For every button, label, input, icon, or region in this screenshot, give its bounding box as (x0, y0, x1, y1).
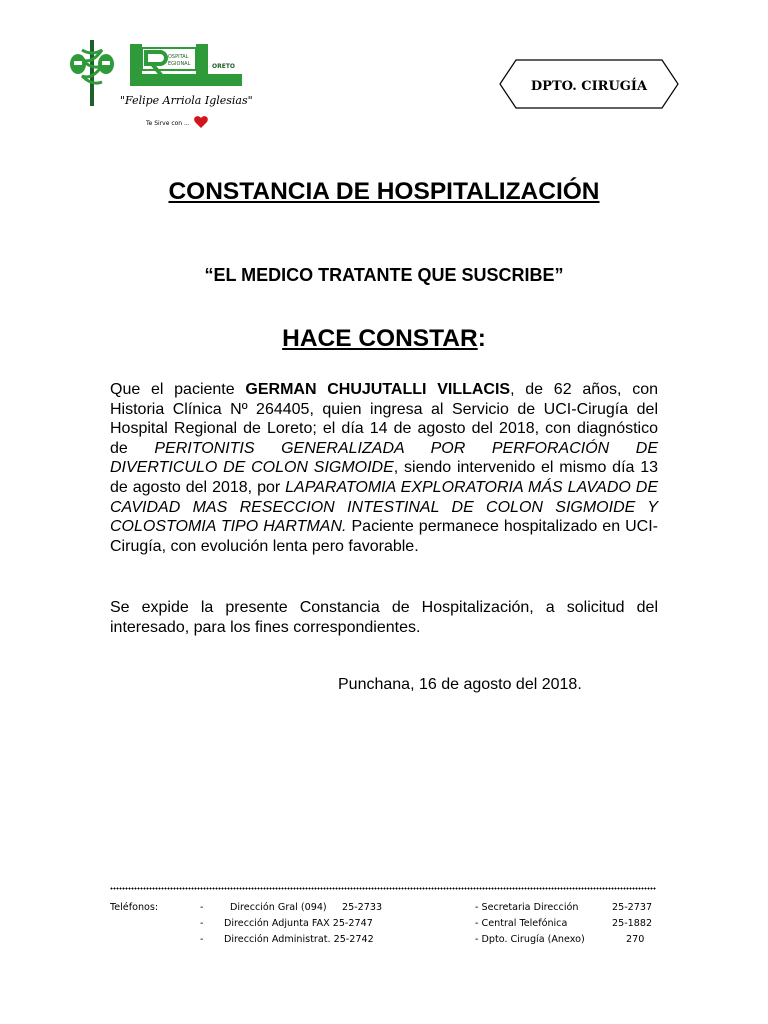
svg-text:OSPITAL: OSPITAL (168, 54, 189, 60)
caduceus-icon (70, 40, 114, 106)
hace-constar-heading: HACE CONSTAR: (282, 325, 486, 352)
footer-right-name: - Dpto. Cirugía (Anexo) (475, 934, 585, 945)
footer-bullet: - (200, 918, 204, 929)
badge-text: DPTO. CIRUGÍA (530, 79, 648, 94)
footer-left-name: Dirección Gral (094) (230, 902, 327, 913)
footer-left-name: Dirección Administrat. 25-2742 (224, 934, 374, 945)
hrl-mark (130, 44, 242, 86)
paragraph-main: Que el paciente GERMAN CHUJUTALLI VILLACIS, de 62 años, con Historia Clínica Nº 264405, quien ingresa al Servicio de UCI-Cirugía del Hospital Regional de Loreto; el día 14 de agosto del 2018, con diagnóstico de PERITONITIS GENERALIZADA POR PERFORACIÓN DE DIVERTICULO DE COLON SIGMOIDE, siendo intervenido el mismo día 13 de agosto del 2018, por LAPARATOMIA EXPLORATORIA MÁS LAVADO DE CAVIDAD MAS RESECCION INTESTINAL DE COLON SIGMOIDE Y COLOSTOMIA TIPO HARTMAN. Paciente permanece hospitalizado en UCI-Cirugía, con evolución lenta pero favorable. (110, 381, 659, 555)
footer-left-phone: 25-2733 (342, 902, 383, 913)
paragraph-issuance: Se expide la presente Constancia de Hospitalización, a solicitud del interesado, para los fines correspondientes. (110, 599, 658, 636)
procedure: LAPARATOMIA EXPLORATORIA MÁS LAVADO DE CAVIDAD MAS RESECCION INTESTINAL DE COLON SIGMOIDE Y COLOSTOMIA TIPO HARTMAN. (110, 478, 658, 536)
footer-label: Teléfonos: (110, 902, 159, 913)
document-title: CONSTANCIA DE HOSPITALIZACIÓN (168, 178, 600, 205)
footer-right-phone: 270 (626, 934, 645, 945)
hospital-logo (68, 34, 258, 134)
patient-name: GERMAN CHUJUTALLI VILLACIS (245, 381, 511, 398)
svg-text:EGIONAL: EGIONAL (168, 61, 191, 67)
diagnosis: PERITONITIS GENERALIZADA POR PERFORACIÓN DE DIVERTICULO DE COLON SIGMOIDE (110, 439, 658, 477)
footer-bullet: - (200, 934, 204, 945)
svg-text:ORETO: ORETO (212, 63, 236, 70)
footer-right-name: - Secretaria Dirección (475, 902, 579, 913)
footer-left-name: Dirección Adjunta FAX 25-2747 (224, 918, 373, 929)
department-badge (498, 56, 680, 112)
footer-right-phone: 25-1882 (612, 918, 653, 929)
document-date: Punchana, 16 de agosto del 2018. (338, 676, 582, 693)
heart-icon (194, 116, 208, 128)
footer-bullet: - (200, 902, 204, 913)
logo-tagline: "Felipe Arriola Iglesias" (120, 94, 253, 107)
document-subtitle: “EL MEDICO TRATANTE QUE SUSCRIBE” (204, 265, 564, 285)
footer-right-phone: 25-2737 (612, 902, 653, 913)
footer-right-name: - Central Telefónica (475, 918, 568, 929)
logo-slogan: Te Sirve con ... (146, 120, 190, 127)
footer-divider (110, 887, 656, 890)
